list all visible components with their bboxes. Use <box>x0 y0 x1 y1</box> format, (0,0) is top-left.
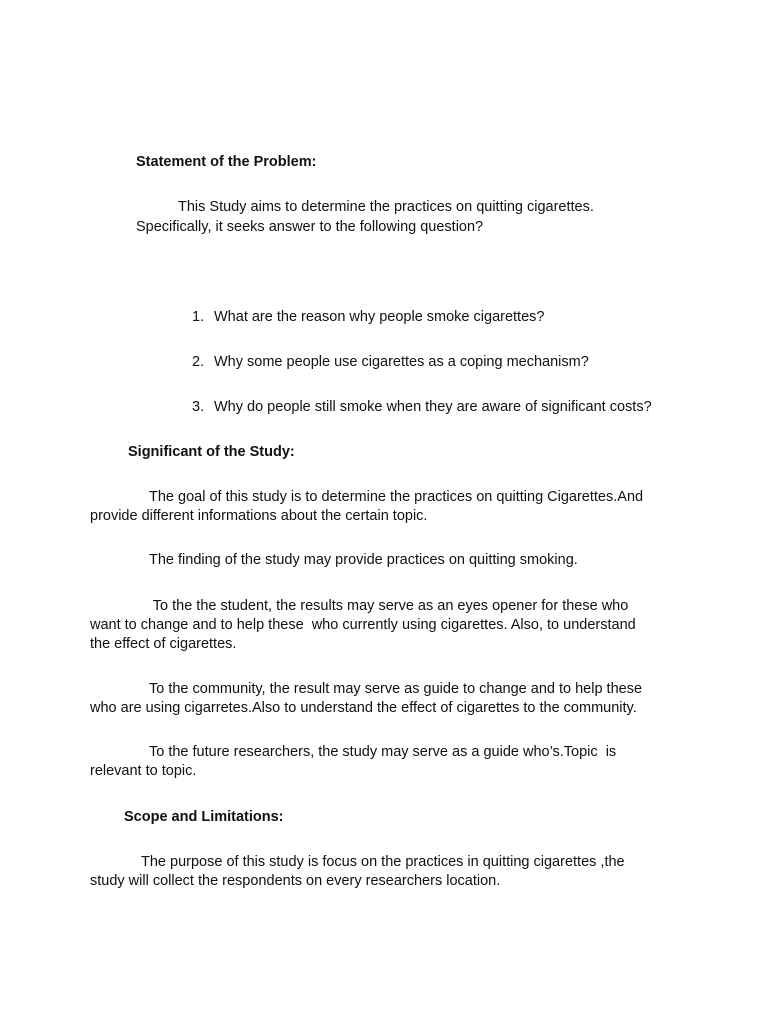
problem-intro-line-1: This Study aims to determine the practices on quitting cigarettes. <box>178 199 594 215</box>
significance-p1-line-1: The goal of this study is to determine the practices on quitting Cigarettes.And <box>149 489 644 505</box>
question-text: What are the reason why people smoke cigarettes? <box>214 309 545 325</box>
scope-p1-line-2: study will collect the respondents on every researchers location. <box>90 873 501 889</box>
scope-p1-line-1: The purpose of this study is focus on the practices in quitting cigarettes ,the <box>141 854 625 870</box>
problem-heading: Statement of the Problem: <box>136 154 317 170</box>
question-item-2 <box>192 353 589 372</box>
question-text: Why some people use cigarettes as a coping mechanism? <box>214 354 589 370</box>
significance-p3-line-2: want to change and to help these who currently using cigarettes. Also, to understand <box>90 617 636 633</box>
significance-p4-line-1: To the community, the result may serve as guide to change and to help these <box>149 681 643 697</box>
scope-heading: Scope and Limitations: <box>124 809 284 825</box>
significance-p3-line-1: To the the student, the results may serve as an eyes opener for these who <box>149 598 629 614</box>
question-number: 1. <box>192 309 205 325</box>
problem-intro-line-2: Specifically, it seeks answer to the following question? <box>136 219 484 235</box>
significance-p5-line-2: relevant to topic. <box>90 763 197 779</box>
significance-p2-line-1: The finding of the study may provide practices on quitting smoking. <box>149 552 578 568</box>
question-item-3 <box>192 398 652 417</box>
significance-heading: Significant of the Study: <box>128 444 295 460</box>
question-number: 2. <box>192 354 205 370</box>
question-text: Why do people still smoke when they are aware of significant costs? <box>214 399 652 415</box>
significance-p4-line-2: who are using cigarretes.Also to understand the effect of cigarettes to the community. <box>90 700 637 716</box>
significance-p1-line-2: provide different informations about the certain topic. <box>90 508 428 524</box>
significance-p3-line-3: the effect of cigarettes. <box>90 636 237 652</box>
significance-p5-line-1: To the future researchers, the study may serve as a guide who’s.Topic is <box>149 744 617 760</box>
question-item-1 <box>192 308 544 327</box>
question-number: 3. <box>192 399 205 415</box>
